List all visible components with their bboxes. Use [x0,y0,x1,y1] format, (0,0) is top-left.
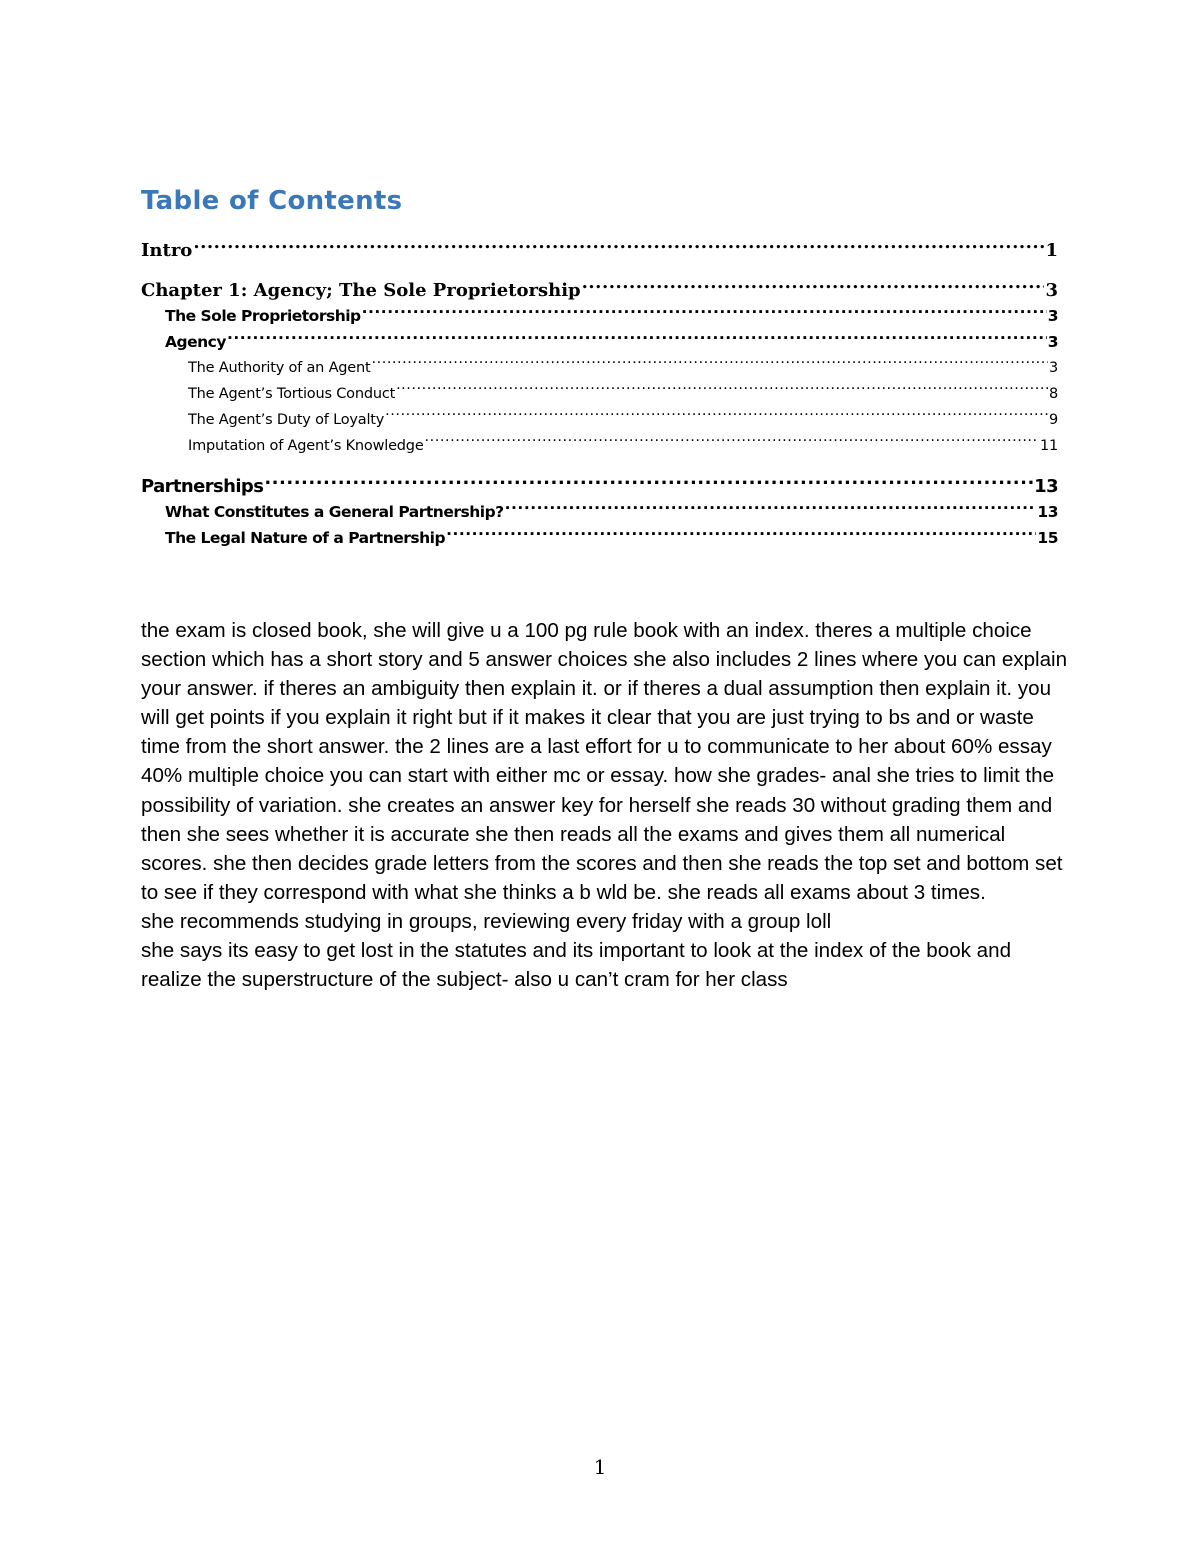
notes-paragraph-exam-format: the exam is closed book, she will give u a 100 pg rule book with an index. theres a multiple choice section which has a short story and 5 answer choices she also includes 2 lines where you can explain your answer. if theres an ambiguity then explain it. or if theres a dual assumption then explain it. you will get points if you explain it right but if it makes it clear that you are just trying to bs and or waste time from the short answer. the 2 lines are a last effort for u to communicate to her about 60% essay 40% multiple choice you can start with either mc or essay. how she grades- anal she tries to limit the possibility of variation. she creates an answer key for herself she reads 30 without grading them and then she sees whether it is accurate she then reads all the exams and gives them all numerical scores. she then decides grade letters from the scores and then she reads the top set and bottom set to see if they correspond with what she thinks a b wld be. she reads all exams about 3 times. [141,619,1068,904]
page-number: 1 [593,1455,607,1479]
toc-dot-leader [193,236,1044,256]
toc-dot-leader [505,500,1037,517]
toc-entry-label: Partnerships [141,475,264,497]
toc-entry-tortious-conduct[interactable] [141,381,1058,407]
toc-dot-leader [227,330,1047,347]
toc-dot-leader [396,382,1048,398]
toc-page-number: 3 [1048,360,1058,376]
toc-page-number: 9 [1048,412,1058,428]
toc-page-number: 3 [1045,279,1058,301]
toc-dot-leader [372,356,1048,372]
table-of-contents [141,236,1058,551]
toc-dot-leader [264,472,1033,492]
toc-entry-general-partnership[interactable] [141,499,1058,525]
toc-entry-duty-of-loyalty[interactable] [141,407,1058,433]
toc-entry-authority-of-agent[interactable] [141,355,1058,381]
toc-entry-label: What Constitutes a General Partnership? [165,503,504,521]
toc-page-number: 1 [1045,239,1058,261]
toc-entry-label: The Legal Nature of a Partnership [165,529,446,547]
toc-dot-leader [425,434,1039,450]
toc-entry-label: The Agent’s Duty of Loyalty [188,412,385,428]
toc-dot-leader [362,304,1047,321]
toc-entry-chapter-1[interactable] [141,276,1058,303]
exam-notes [141,616,1071,994]
toc-page-number: 13 [1034,475,1058,497]
toc-entry-intro[interactable] [141,236,1058,263]
toc-dot-leader [446,526,1036,543]
toc-entry-partnerships[interactable] [141,472,1058,499]
toc-entry-imputation-of-knowledge[interactable] [141,433,1058,459]
toc-entry-label: The Agent’s Tortious Conduct [188,386,396,402]
toc-entry-label: Intro [141,239,193,261]
toc-entry-agency[interactable] [141,329,1058,355]
toc-page-number: 3 [1047,333,1058,351]
toc-page-number: 11 [1039,438,1058,454]
notes-paragraph-statutes: she says its easy to get lost in the statutes and its important to look at the index of the book and realize the superstructure of the subject- also u can’t cram for her class [141,939,1012,992]
toc-dot-leader [385,408,1048,424]
toc-page-number: 15 [1037,529,1058,547]
toc-entry-label: The Sole Proprietorship [165,307,361,325]
toc-entry-label: The Authority of an Agent [188,360,371,376]
toc-entry-label: Agency [165,333,226,351]
notes-paragraph-study-groups: she recommends studying in groups, reviewing every friday with a group loll [141,909,832,933]
toc-heading: Table of Contents [141,186,403,216]
toc-entry-legal-nature-partnership[interactable] [141,525,1058,551]
toc-entry-sole-proprietorship[interactable] [141,303,1058,329]
toc-page-number: 8 [1048,386,1058,402]
toc-entry-label: Chapter 1: Agency; The Sole Proprietorship [141,279,581,301]
toc-page-number: 3 [1047,307,1058,325]
toc-entry-label: Imputation of Agent’s Knowledge [188,438,424,454]
toc-dot-leader [582,276,1045,296]
toc-page-number: 13 [1037,503,1058,521]
